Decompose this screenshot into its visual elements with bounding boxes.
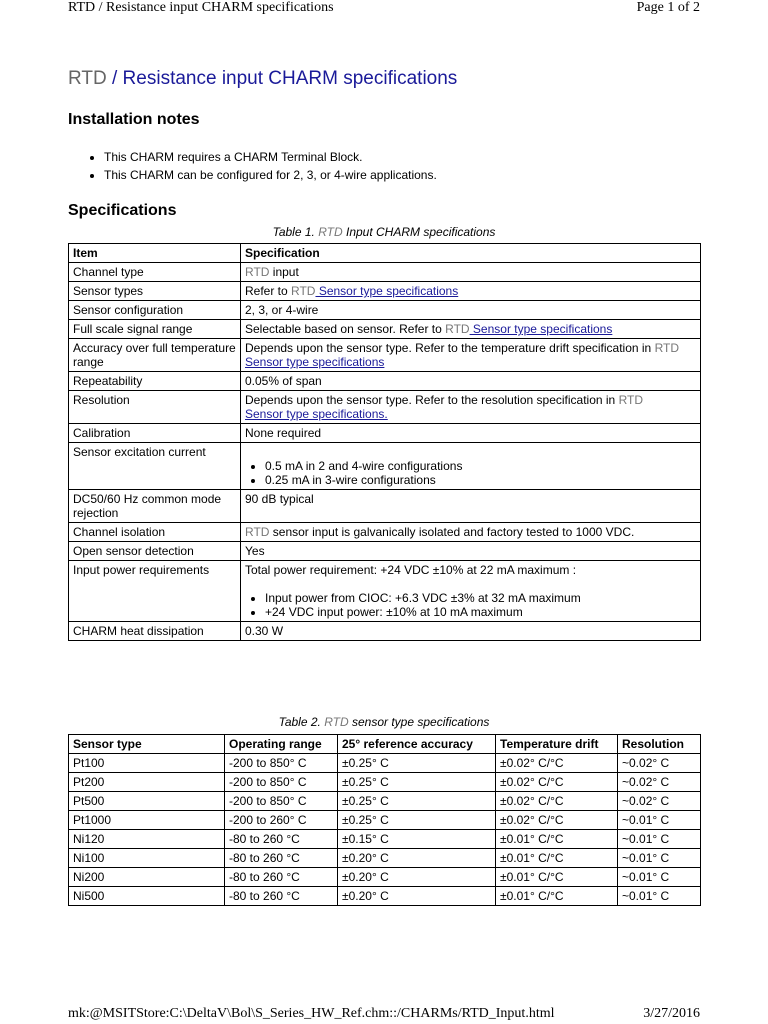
spec-text: sensor input is galvanically isolated and factory tested to 1000 VDC. [269,525,635,539]
cell-item: Channel type [69,263,241,282]
table-cell: -80 to 260 °C [225,849,338,868]
print-header-page: Page 1 of 2 [636,0,700,15]
column-header: Sensor type [69,735,225,754]
table-row [69,490,701,523]
table-cell: Pt200 [69,773,225,792]
excitation-list [245,459,696,487]
rtd-term: RTD [245,525,270,539]
table-cell: -80 to 260 °C [225,868,338,887]
table-row [69,773,701,792]
table-cell: ±0.02° C/°C [496,792,618,811]
table-cell: ±0.25° C [338,754,496,773]
table-row [69,391,701,424]
specifications-heading: Specifications [68,202,177,219]
table-row [69,282,701,301]
table-cell: ±0.20° C [338,868,496,887]
print-footer-date: 3/27/2016 [643,1006,700,1021]
cell-item: Channel isolation [69,523,241,542]
table-cell: ~0.02° C [618,773,701,792]
cell-item: Accuracy over full temperature range [69,339,241,372]
column-header: Resolution [618,735,701,754]
list-item: • +24 VDC input power: ±10% at 10 mA maximum [265,605,696,619]
table-row [69,849,701,868]
cell-item: Open sensor detection [69,542,241,561]
table-cell: Pt100 [69,754,225,773]
print-header-title: RTD / Resistance input CHARM specifications [68,0,334,15]
table-row [69,622,701,641]
table-row [69,443,701,490]
table-cell: ±0.01° C/°C [496,868,618,887]
table-cell: -80 to 260 °C [225,887,338,906]
cell-item: Sensor excitation current [69,443,241,490]
table-cell: Pt1000 [69,811,225,830]
cell-spec [241,443,701,490]
table-cell: Ni100 [69,849,225,868]
table-cell: ~0.01° C [618,830,701,849]
sensor-type-specs-link[interactable]: Sensor type specifications [315,284,459,298]
cell-spec: 90 dB typical [241,490,701,523]
column-header-specification: Specification [241,244,701,263]
table-row [69,830,701,849]
list-item: • This CHARM can be configured for 2, 3, or 4-wire applications. [104,166,437,184]
list-item: • 0.5 mA in 2 and 4-wire configurations [265,459,696,473]
page-title-rest: / Resistance input CHARM specifications [106,68,458,89]
installation-notes-heading: Installation notes [68,111,200,128]
table-cell: -200 to 260° C [225,811,338,830]
column-header: Operating range [225,735,338,754]
spec-text: Depends upon the sensor type. Refer to the resolution specification in [245,393,619,407]
list-item: • Input power from CIOC: +6.3 VDC ±3% at 32 mA maximum [265,591,696,605]
caption-suffix: Input CHARM specifications [342,225,496,239]
page-title-rtd: RTD [68,68,107,89]
table-row [69,424,701,443]
table-cell: Ni120 [69,830,225,849]
cell-item: Full scale signal range [69,320,241,339]
spec-text: input [269,265,299,279]
table-cell: ~0.02° C [618,754,701,773]
spec-text: Refer to [245,284,292,298]
table-cell: ~0.01° C [618,887,701,906]
caption-prefix: Table 2. [278,715,325,729]
table-cell: ±0.25° C [338,792,496,811]
sensor-type-table [68,734,701,906]
table-cell: ~0.01° C [618,811,701,830]
sensor-type-specs-link[interactable]: Sensor type specifications [469,322,613,336]
cell-spec [241,282,701,301]
sensor-type-specs-link[interactable]: Sensor type specifications. [245,407,388,421]
column-header: Temperature drift [496,735,618,754]
table-cell: Pt500 [69,792,225,811]
table-cell: ±0.15° C [338,830,496,849]
cell-spec [241,320,701,339]
table-cell: -200 to 850° C [225,754,338,773]
table-cell: Ni500 [69,887,225,906]
cell-spec: None required [241,424,701,443]
caption-rtd: RTD [324,715,349,729]
cell-item: Sensor types [69,282,241,301]
cell-item: Calibration [69,424,241,443]
rtd-term: RTD [291,284,316,298]
cell-item: Resolution [69,391,241,424]
sensor-type-specs-link[interactable]: Sensor type specifications [245,355,385,369]
table-row [69,542,701,561]
list-item: • This CHARM requires a CHARM Terminal Block. [104,148,437,166]
installation-notes-list [68,148,437,184]
table-row [69,868,701,887]
input-power-list [245,591,696,619]
table-row [69,320,701,339]
table-cell: ±0.01° C/°C [496,849,618,868]
table-cell: ±0.01° C/°C [496,830,618,849]
cell-spec [241,561,701,622]
spec-text: Depends upon the sensor type. Refer to the temperature drift specification in [245,341,655,355]
caption-rtd: RTD [318,225,343,239]
table-cell: -80 to 260 °C [225,830,338,849]
cell-spec: 0.05% of span [241,372,701,391]
table-cell: ±0.02° C/°C [496,811,618,830]
table-cell: ±0.20° C [338,849,496,868]
table-cell: -200 to 850° C [225,773,338,792]
table-cell: ±0.20° C [338,887,496,906]
column-header-item: Item [69,244,241,263]
rtd-term: RTD [245,265,270,279]
page-title [68,68,457,90]
spec-text: Total power requirement: +24 VDC ±10% at 22 mA maximum : [245,563,577,577]
table-cell: ~0.01° C [618,868,701,887]
cell-spec: 0.30 W [241,622,701,641]
caption-suffix: sensor type specifications [348,715,490,729]
table-row [69,301,701,320]
table-row [69,887,701,906]
cell-spec [241,391,701,424]
table-cell: ~0.02° C [618,792,701,811]
print-footer-path: mk:@MSITStore:C:\DeltaV\Bol\S_Series_HW_Ref.chm::/CHARMs/RTD_Input.html [68,1006,555,1021]
table-header-row [69,735,701,754]
table1-caption [68,225,700,239]
cell-item: Repeatability [69,372,241,391]
list-item: • 0.25 mA in 3-wire configurations [265,473,696,487]
charm-spec-table [68,243,701,641]
table-row [69,523,701,542]
table-row [69,339,701,372]
table-cell: -200 to 850° C [225,792,338,811]
table-cell: ±0.01° C/°C [496,887,618,906]
table-cell: ±0.02° C/°C [496,754,618,773]
table-row [69,561,701,622]
table-cell: ±0.02° C/°C [496,773,618,792]
cell-item: CHARM heat dissipation [69,622,241,641]
cell-item: Sensor configuration [69,301,241,320]
cell-item: DC50/60 Hz common mode rejection [69,490,241,523]
table-cell: Ni200 [69,868,225,887]
table-row [69,372,701,391]
spec-text: Selectable based on sensor. Refer to [245,322,446,336]
cell-item: Input power requirements [69,561,241,622]
column-header: 25° reference accuracy [338,735,496,754]
caption-prefix: Table 1. [272,225,319,239]
table-row [69,754,701,773]
table-cell: ±0.25° C [338,773,496,792]
table2-caption [68,715,700,729]
rtd-term: RTD [618,393,644,407]
rtd-term: RTD [445,322,470,336]
cell-spec [241,339,701,372]
rtd-term: RTD [654,341,680,355]
table-row [69,263,701,282]
table-row [69,811,701,830]
cell-spec: 2, 3, or 4-wire [241,301,701,320]
table-header-row [69,244,701,263]
table-cell: ~0.01° C [618,849,701,868]
table-cell: ±0.25° C [338,811,496,830]
table-row [69,792,701,811]
cell-spec [241,263,701,282]
cell-spec [241,523,701,542]
cell-spec: Yes [241,542,701,561]
